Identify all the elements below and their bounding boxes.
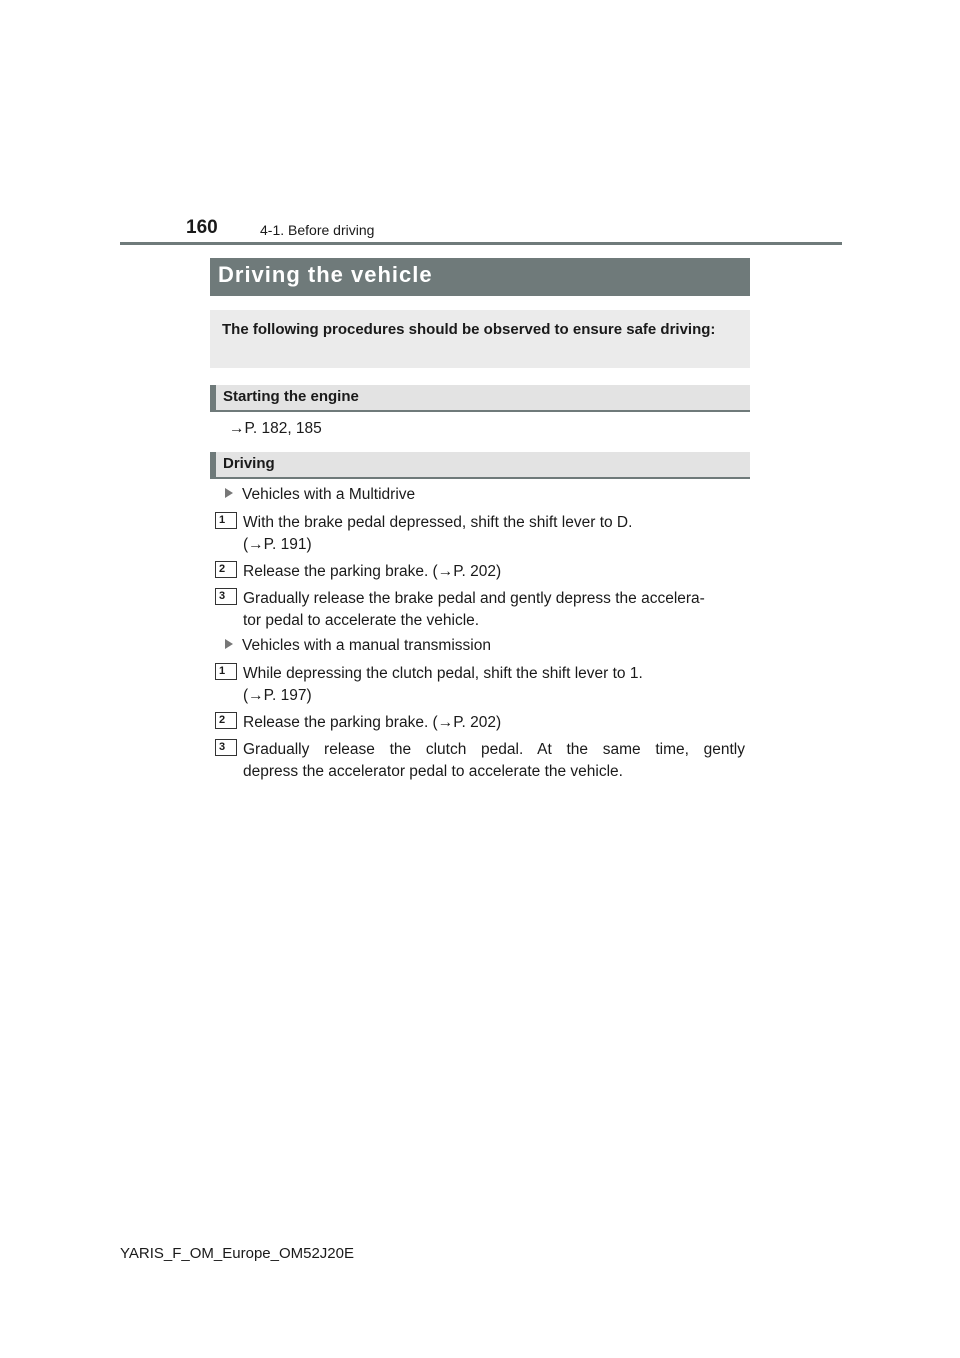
bullet-multidrive	[225, 486, 415, 504]
subheading-label: Starting the engine	[223, 388, 359, 405]
step-line: Release the parking brake. (→P. 202)	[243, 714, 502, 731]
step-line: With the brake pedal depressed, shift the shift lever to D.	[243, 514, 633, 531]
step-number: 3	[215, 739, 237, 756]
page-title: Driving the vehicle	[218, 262, 433, 287]
step-number: 2	[215, 712, 237, 729]
step-line: (→P. 197)	[243, 687, 312, 704]
step-text	[243, 512, 632, 556]
intro-box	[210, 310, 750, 368]
step-number: 2	[215, 561, 237, 578]
header-divider	[120, 242, 842, 245]
title-bar	[210, 258, 750, 296]
starting-reference: →P. 182, 185	[229, 420, 322, 437]
step-line: Release the parking brake. (→P. 202)	[243, 563, 502, 580]
step-text	[243, 561, 501, 583]
step-line: Gradually release the clutch pedal. At the same time, gently	[243, 741, 745, 758]
intro-text: The following procedures should be observed to ensure safe driving:	[222, 321, 716, 338]
bullet-label: Vehicles with a manual transmission	[242, 637, 491, 654]
step-line: tor pedal to accelerate the vehicle.	[243, 612, 480, 629]
step-text	[243, 663, 643, 707]
subheading-driving	[210, 452, 750, 479]
step-text	[243, 712, 501, 734]
step-text	[243, 588, 745, 632]
step-number: 1	[215, 663, 237, 680]
step-line: Gradually release the brake pedal and gently depress the accelera-	[243, 590, 705, 607]
step-text	[243, 739, 745, 783]
section-label: 4-1. Before driving	[260, 222, 375, 238]
triangle-bullet-icon	[225, 488, 233, 498]
bullet-manual	[225, 637, 491, 655]
subheading-label: Driving	[223, 455, 275, 472]
triangle-bullet-icon	[225, 639, 233, 649]
step-line: (→P. 191)	[243, 536, 312, 553]
step-number: 3	[215, 588, 237, 605]
step-line: While depressing the clutch pedal, shift the shift lever to 1.	[243, 665, 643, 682]
subheading-starting-engine	[210, 385, 750, 412]
bullet-label: Vehicles with a Multidrive	[242, 486, 416, 503]
document-footer: YARIS_F_OM_Europe_OM52J20E	[120, 1245, 355, 1262]
step-number: 1	[215, 512, 237, 529]
step-line: depress the accelerator pedal to accelerate the vehicle.	[243, 763, 623, 780]
page-number: 160	[186, 217, 218, 238]
